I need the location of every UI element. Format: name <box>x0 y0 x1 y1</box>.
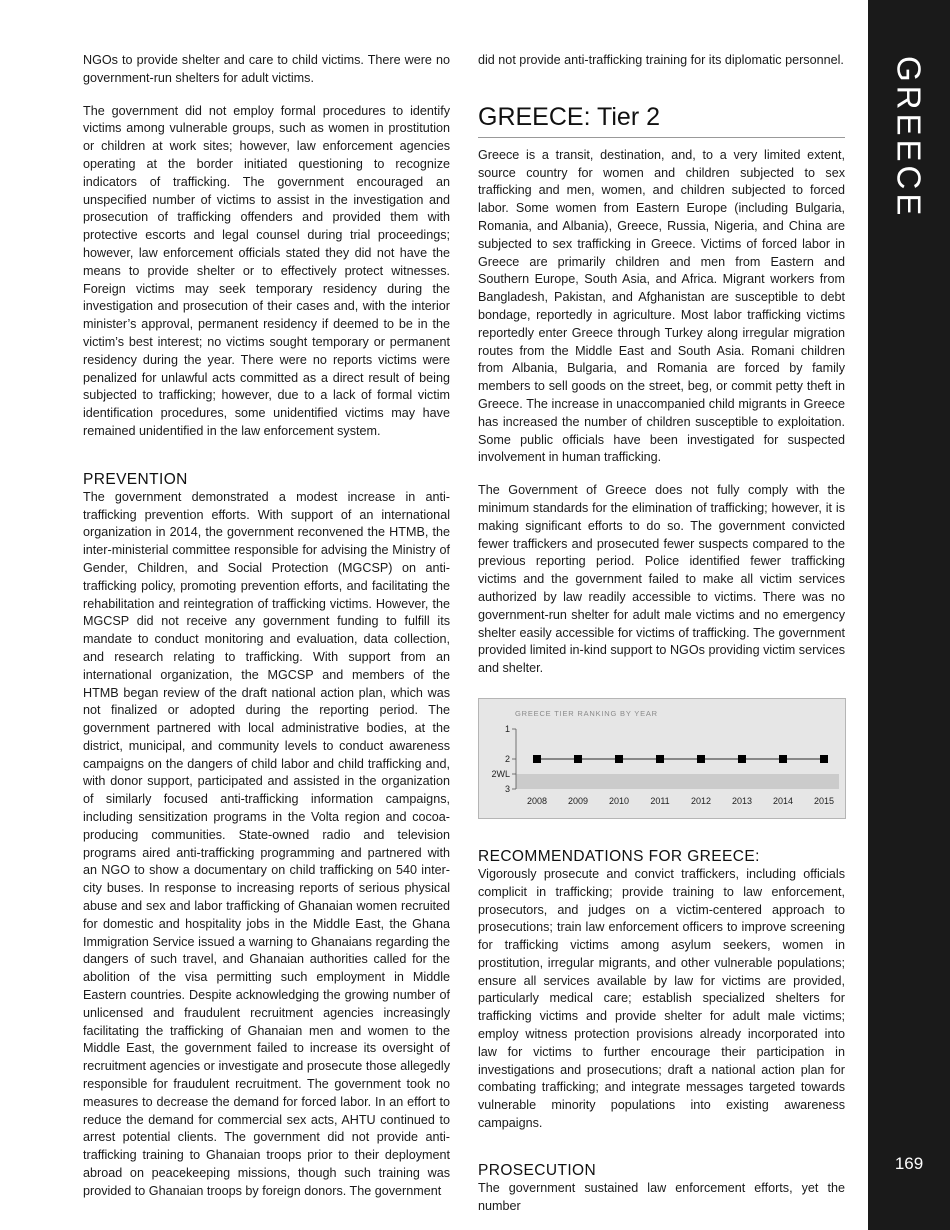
chart-title: GREECE TIER RANKING BY YEAR <box>515 708 658 718</box>
country-tier-heading: GREECE: Tier 2 <box>478 102 845 138</box>
chart-upper-band <box>516 729 839 774</box>
x-tick-label: 2015 <box>813 795 835 806</box>
diplomatic-training-paragraph: did not provide anti-trafficking training for its diplomatic personnel. <box>478 53 844 67</box>
tier-ranking-chart-svg <box>479 699 845 818</box>
victim-procedures-paragraph: The government did not employ formal procedures to identify victims among vulnerable groups, such as women in prostitution or children at work sites; however, law enforcement agencies operating at the border initiated questioning to recognize indicators of trafficking. The government encouraged an unspecified number of victims to assist in the investigation and prosecution of trafficking offenders and provided them with protective escorts and legal counsel during trial proceedings; however, law enforcement officials stated they did not have the means to provide shelter or to effectively protect witnesses. Foreign victims may seek temporary residency during the investigation and prosecution of their cases and, with the interior minister’s approval, permanent residency if deemed to be in the victim’s best interest; no victims sought temporary or permanent residency during the year. There were no reports victims were penalized for unlawful acts committed as a direct result of being subjected to trafficking; however, due to a lack of formal victim identification procedures, some unidentified victims may have remained unidentified in the law enforcement system. <box>83 103 450 438</box>
tier-ranking-chart <box>478 698 846 819</box>
data-point-marker <box>779 755 787 763</box>
x-tick-label: 2011 <box>650 795 670 806</box>
prevention-heading: PREVENTION <box>83 470 188 488</box>
compliance-paragraph: The Government of Greece does not fully comply with the minimum standards for the elimination of trafficking; however, it is making significant efforts to do so. The government convicted fewer traffickers and prosecuted fewer suspects compared to the previous reporting period. Police identified fewer trafficking victims and the government failed to make all victim services authorized by law readily accessible to victims. There was no government-run shelter for adult male victims and no emergency shelter easily accessible for victims of trafficking. The government provided limited in-kind support to NGOs providing victim services and shelter. <box>478 483 845 676</box>
chart-x-labels <box>527 796 834 806</box>
left-column <box>83 52 450 1201</box>
x-tick-label: 2012 <box>690 795 712 806</box>
data-point-marker <box>820 755 828 763</box>
y-tick-label: 2WL <box>491 768 510 779</box>
data-point-marker <box>697 755 705 763</box>
chart-lower-band <box>516 774 839 789</box>
shelter-paragraph: NGOs to provide shelter and care to child victims. There were no government-run shelters for adult victims. <box>83 53 450 85</box>
right-column <box>478 52 845 1215</box>
data-point-marker <box>738 755 746 763</box>
data-point-marker <box>615 755 623 763</box>
y-tick-label: 3 <box>504 783 510 794</box>
data-point-marker <box>533 755 541 763</box>
y-tick-label: 1 <box>504 723 510 734</box>
data-point-marker <box>656 755 664 763</box>
recommendations-paragraph: Vigorously prosecute and convict traffickers, including officials complicit in trafficking; provide training to law enforcement, prosecutors, and judges on a victim-centered approach to prosecutions; train law enforcement officers to improve screening for trafficking victims among asylum seekers, women in prostitution, irregular migrants, and other vulnerable populations; ensure all services available by law for victims are provided, particularly medical care; establish specialized shelters for trafficking victims and provide shelter for adult male victims; employ witness protection provisions already incorporated into law for victims to further encourage their participation in investigations and prosecutions; draft a national action plan for combating trafficking; and integrate messages targeted towards vulnerable minority populations into existing awareness campaigns. <box>478 866 845 1131</box>
country-overview-paragraph: Greece is a transit, destination, and, to a very limited extent, source country for women and children subjected to sex trafficking and men, women, and children subjected to forced labor. Some women from Eastern Europe (including Bulgaria, Romania, and Albania), Greece, Russia, Nigeria, and China are subjected to sex trafficking in Greece. Victims of forced labor in Greece are primarily children and men from Eastern and Southern Europe, South Asia, and Africa. Migrant workers from Bangladesh, Pakistan, and Afghanistan are susceptible to debt bondage, reportedly in agriculture. Most labor trafficking victims reportedly enter Greece through Turkey along irregular migration routes from the Middle East and South Asia. Romani children from Albania, Bulgaria, and Romania are forced by family members to sell goods on the street, beg, or commit petty theft in Greece. The increase in unaccompanied child migrants in Greece has increased the number of children susceptible to exploitation. Some public officials have been investigated for suspected involvement in human trafficking. <box>478 147 845 465</box>
data-point-marker <box>574 755 582 763</box>
x-tick-label: 2014 <box>772 795 794 806</box>
sidebar-country-title: GREECE <box>890 56 928 220</box>
prevention-paragraph: The government demonstrated a modest increase in anti-trafficking prevention efforts. With support of an international organization in 2014, the government reconvened the HTMB, the inter-ministerial committee responsible for advising the Ministry of Gender, Children, and Social Protection (MGCSP) on anti-trafficking policy, promoting prevention efforts, and facilitating the rehabilitation and reintegration of trafficking victims. However, the MGCSP did not receive any government funding to fulfill its mandate to conduct monitoring and evaluation, data collection, and research relating to trafficking. With support from an international organization, the MGCSP and members of the HTMB began review of the draft national action plan, which was not finalized or adopted during the reporting period. The government partnered with local administrative bodies, at the district, municipal, and community levels to conduct awareness campaigns on the dangers of child labor and child trafficking and, with donor support, participated and assisted in the organization of similarly focused anti-trafficking information campaigns, including sensitization programs in the Volta region and cocoa-producing communities. State-owned radio and television programs aired anti-trafficking programming and partnered with an NGO to show a documentary on child trafficking on 540 inter-city buses. In response to increasing reports of serious physical abuse and sex and labor trafficking of Ghanaian women recruited for domestic and hospitality jobs in the Middle East, the Ghana Immigration Service issued a warning to Ghanaians regarding the dangers of such travel, and Ghanaian authorities called for the abolition of the visa permitting such employment in Middle Eastern countries. Despite acknowledging the growing number of unlicensed and fraudulent recruitment agencies increasingly facilitating the trafficking of Ghanaian men and women to the Middle East, the government failed to increase its oversight of recruitment agencies or investigate and prosecute those allegedly responsible for fraudulent recruitment. The government took no measures to decrease the demand for forced labor. In an effort to reduce the demand for commercial sex acts, AHTU continued to arrest potential clients. The government did not provide anti-trafficking training to Ghanaian troops prior to their deployment abroad on peacekeeping missions, though such training was provided to Ghanaian troops by foreign donors. The government <box>83 489 450 1198</box>
chart-y-ticks <box>491 724 516 794</box>
prosecution-paragraph: The government sustained law enforcement efforts, yet the number <box>478 1180 845 1213</box>
x-tick-label: 2010 <box>608 795 630 806</box>
x-tick-label: 2008 <box>526 795 548 806</box>
recommendations-heading: RECOMMENDATIONS FOR GREECE: <box>478 847 760 865</box>
page-number: 169 <box>894 1154 924 1173</box>
x-tick-label: 2013 <box>731 795 753 806</box>
x-tick-label: 2009 <box>567 795 589 806</box>
y-tick-label: 2 <box>504 753 510 764</box>
prosecution-heading: PROSECUTION <box>478 1161 597 1179</box>
